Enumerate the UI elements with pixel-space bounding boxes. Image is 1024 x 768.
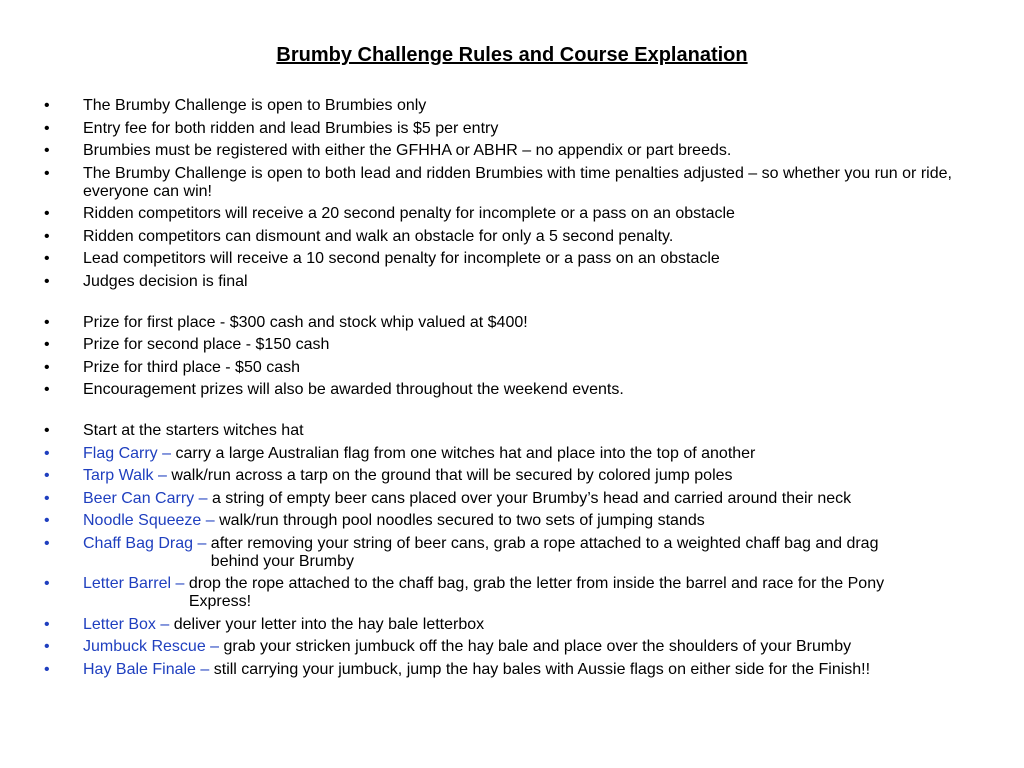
obstacle-item: [44, 490, 984, 508]
obstacle-description: grab your stricken jumbuck off the hay bale and place over the shoulders of your Brumby: [223, 638, 852, 655]
bullet-icon: •: [44, 660, 50, 678]
rule-item: [44, 120, 984, 138]
bullet-icon: •: [44, 489, 50, 507]
obstacle-item: [44, 661, 984, 679]
bullet-icon: •: [44, 142, 50, 159]
obstacle-description: walk/run through pool noodles secured to two sets of jumping stands: [219, 512, 705, 529]
obstacle-name: Chaff Bag Drag –: [83, 534, 207, 552]
rule-item: [44, 97, 984, 115]
obstacle-item: [44, 467, 984, 485]
rule-text: Lead competitors will receive a 10 second penalty for incomplete or a pass on an obstacle: [83, 250, 720, 267]
rule-item: [44, 165, 984, 201]
rule-item: [44, 142, 984, 160]
rule-text: Brumbies must be registered with either the GFHHA or ABHR – no appendix or part breeds.: [83, 142, 732, 159]
rule-text: Judges decision is final: [83, 272, 248, 290]
rule-item: [44, 250, 984, 268]
bullet-icon: •: [44, 467, 50, 484]
obstacle-item: [44, 575, 984, 611]
bullet-icon: •: [44, 512, 50, 529]
rule-item: [44, 228, 984, 246]
rule-text: The Brumby Challenge is open to Brumbies only: [83, 97, 427, 114]
course-start-text: Start at the starters witches hat: [83, 422, 304, 439]
bullet-icon: •: [44, 615, 50, 633]
bullet-list: [44, 97, 984, 683]
obstacle-name: Beer Can Carry –: [83, 489, 208, 507]
obstacle-name: Noodle Squeeze –: [83, 512, 215, 529]
prize-text: Prize for first place - $300 cash and stock whip valued at $400!: [83, 313, 528, 331]
obstacle-description: carry a large Australian flag from one witches hat and place into the top of another: [175, 444, 756, 462]
prize-text: Prize for second place - $150 cash: [83, 336, 330, 353]
obstacle-name: Letter Barrel –: [83, 575, 185, 592]
obstacle-name: Jumbuck Rescue –: [83, 638, 220, 655]
prize-item: [44, 359, 984, 377]
bullet-icon: •: [44, 205, 50, 222]
rule-item: [44, 273, 984, 291]
bullet-icon: •: [44, 638, 50, 655]
obstacle-item: [44, 535, 984, 571]
bullet-icon: •: [44, 422, 50, 439]
bullet-icon: •: [44, 97, 50, 114]
obstacle-item: [44, 616, 984, 634]
bullet-icon: •: [44, 119, 50, 137]
obstacle-item: [44, 638, 984, 656]
rule-text: The Brumby Challenge is open to both lead and ridden Brumbies with time penalties adjusted – so whether you run or ride, everyone can win!: [83, 164, 952, 200]
bullet-icon: •: [44, 534, 50, 552]
obstacle-item: [44, 445, 984, 463]
bullet-icon: •: [44, 250, 50, 267]
bullet-icon: •: [44, 164, 50, 182]
obstacle-description: after removing your string of beer cans, grab a rope attached to a weighted chaff bag and drag behind your Brumby: [210, 534, 879, 570]
bullet-icon: •: [44, 358, 50, 376]
bullet-icon: •: [44, 381, 50, 398]
rule-text: Entry fee for both ridden and lead Brumbies is $5 per entry: [83, 119, 499, 137]
bullet-icon: •: [44, 313, 50, 331]
course-start-item: [44, 422, 984, 440]
page-title: Brumby Challenge Rules and Course Explanation: [276, 44, 748, 66]
rule-text: Ridden competitors will receive a 20 second penalty for incomplete or a pass on an obstacle: [83, 205, 735, 222]
obstacle-description: drop the rope attached to the chaff bag, grab the letter from inside the barrel and race for the Pony Express!: [188, 575, 885, 610]
bullet-icon: •: [44, 444, 50, 462]
obstacle-description: a string of empty beer cans placed over your Brumby’s head and carried around their neck: [211, 489, 852, 507]
bullet-icon: •: [44, 272, 50, 290]
bullet-icon: •: [44, 575, 50, 592]
obstacle-description: still carrying your jumbuck, jump the hay bales with Aussie flags on either side for the Finish!!: [213, 660, 871, 678]
obstacle-item: [44, 512, 984, 530]
prize-text: Prize for third place - $50 cash: [83, 358, 300, 376]
bullet-icon: •: [44, 336, 50, 353]
obstacle-name: Tarp Walk –: [83, 467, 167, 484]
prize-item: [44, 314, 984, 332]
obstacle-description: deliver your letter into the hay bale letterbox: [173, 615, 485, 633]
prize-item: [44, 381, 984, 399]
prize-item: [44, 336, 984, 354]
obstacle-name: Letter Box –: [83, 615, 170, 633]
obstacle-name: Flag Carry –: [83, 444, 172, 462]
obstacle-name: Hay Bale Finale –: [83, 660, 210, 678]
rule-text: Ridden competitors can dismount and walk an obstacle for only a 5 second penalty.: [83, 227, 674, 245]
prize-text: Encouragement prizes will also be awarded throughout the weekend events.: [83, 381, 624, 398]
obstacle-description: walk/run across a tarp on the ground that will be secured by colored jump poles: [171, 467, 733, 484]
bullet-icon: •: [44, 227, 50, 245]
rule-item: [44, 205, 984, 223]
